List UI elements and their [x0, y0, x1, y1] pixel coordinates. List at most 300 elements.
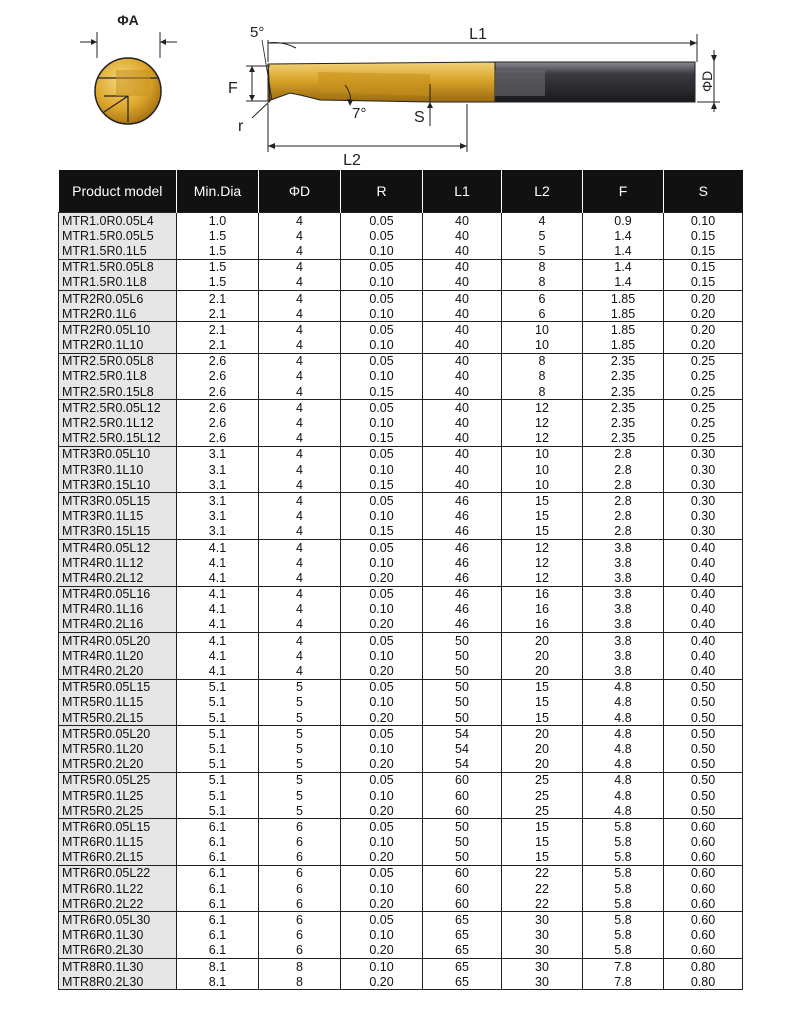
- cell-min-dia: 5.1: [177, 741, 259, 756]
- cell-r: 0.10: [341, 881, 423, 896]
- cell-s: 0.25: [664, 400, 743, 416]
- cell-min-dia: 6.1: [177, 835, 259, 850]
- cell-l2: 25: [502, 803, 583, 819]
- cell-phi-d: 6: [259, 881, 341, 896]
- cell-product-model: MTR8R0.1L30: [59, 959, 177, 975]
- cell-l1: 54: [423, 726, 502, 742]
- cell-product-model: MTR5R0.1L25: [59, 788, 177, 803]
- cell-f: 4.8: [583, 741, 664, 756]
- cell-phi-d: 4: [259, 338, 341, 354]
- table-row: [59, 835, 743, 850]
- cell-product-model: MTR4R0.1L12: [59, 555, 177, 570]
- cell-f: 0.9: [583, 213, 664, 229]
- table-row: [59, 757, 743, 773]
- side-view: [228, 24, 720, 169]
- cell-product-model: MTR4R0.05L12: [59, 539, 177, 555]
- table-row: [59, 353, 743, 369]
- cell-phi-d: 4: [259, 400, 341, 416]
- cell-phi-d: 6: [259, 896, 341, 912]
- cell-phi-d: 5: [259, 772, 341, 788]
- cell-min-dia: 2.6: [177, 400, 259, 416]
- cell-phi-d: 4: [259, 446, 341, 462]
- cell-l1: 46: [423, 617, 502, 633]
- cell-phi-d: 5: [259, 803, 341, 819]
- cell-r: 0.20: [341, 757, 423, 773]
- header-s: S: [664, 170, 743, 213]
- cell-min-dia: 1.5: [177, 228, 259, 243]
- table-row: [59, 259, 743, 275]
- cell-product-model: MTR2.5R0.1L8: [59, 369, 177, 384]
- cell-r: 0.05: [341, 322, 423, 338]
- cell-s: 0.60: [664, 943, 743, 959]
- cell-min-dia: 5.1: [177, 726, 259, 742]
- cell-l1: 65: [423, 974, 502, 990]
- cell-r: 0.05: [341, 290, 423, 306]
- cell-min-dia: 1.0: [177, 213, 259, 229]
- cell-s: 0.20: [664, 306, 743, 322]
- cell-r: 0.20: [341, 710, 423, 726]
- cell-f: 2.35: [583, 431, 664, 447]
- cell-r: 0.05: [341, 259, 423, 275]
- cell-f: 1.4: [583, 228, 664, 243]
- cell-phi-d: 4: [259, 228, 341, 243]
- cell-product-model: MTR5R0.2L20: [59, 757, 177, 773]
- cell-s: 0.50: [664, 726, 743, 742]
- cell-l2: 30: [502, 943, 583, 959]
- cell-product-model: MTR3R0.05L10: [59, 446, 177, 462]
- cell-l2: 15: [502, 819, 583, 835]
- cell-r: 0.10: [341, 275, 423, 291]
- cell-l1: 65: [423, 943, 502, 959]
- cell-min-dia: 6.1: [177, 928, 259, 943]
- cell-r: 0.05: [341, 493, 423, 509]
- table-row: [59, 788, 743, 803]
- cell-l1: 40: [423, 384, 502, 400]
- cell-min-dia: 4.1: [177, 663, 259, 679]
- cell-phi-d: 6: [259, 943, 341, 959]
- cell-phi-d: 4: [259, 462, 341, 477]
- cell-l2: 10: [502, 322, 583, 338]
- cell-l2: 12: [502, 415, 583, 430]
- cell-product-model: MTR4R0.2L20: [59, 663, 177, 679]
- cell-product-model: MTR4R0.1L20: [59, 648, 177, 663]
- cell-product-model: MTR6R0.2L30: [59, 943, 177, 959]
- cell-min-dia: 4.1: [177, 617, 259, 633]
- cell-l1: 50: [423, 633, 502, 649]
- table-row: [59, 570, 743, 586]
- cell-phi-d: 6: [259, 850, 341, 866]
- header-product-model: Product model: [59, 170, 177, 213]
- cell-s: 0.60: [664, 865, 743, 881]
- cell-phi-d: 4: [259, 648, 341, 663]
- cell-l2: 8: [502, 353, 583, 369]
- end-view: [80, 12, 177, 124]
- cell-l1: 60: [423, 803, 502, 819]
- cell-r: 0.10: [341, 462, 423, 477]
- cell-s: 0.50: [664, 788, 743, 803]
- cell-phi-d: 4: [259, 524, 341, 540]
- cell-product-model: MTR2.5R0.05L12: [59, 400, 177, 416]
- cell-min-dia: 4.1: [177, 602, 259, 617]
- cell-s: 0.15: [664, 259, 743, 275]
- cell-l2: 15: [502, 710, 583, 726]
- cell-r: 0.10: [341, 338, 423, 354]
- cell-s: 0.40: [664, 570, 743, 586]
- cell-f: 2.35: [583, 415, 664, 430]
- cell-l2: 12: [502, 570, 583, 586]
- cell-r: 0.05: [341, 586, 423, 602]
- cell-f: 3.8: [583, 648, 664, 663]
- cell-product-model: MTR5R0.1L20: [59, 741, 177, 756]
- cell-s: 0.30: [664, 493, 743, 509]
- cell-r: 0.10: [341, 602, 423, 617]
- cell-f: 7.8: [583, 959, 664, 975]
- cell-min-dia: 6.1: [177, 819, 259, 835]
- l2-label: L2: [343, 152, 361, 169]
- cell-f: 1.85: [583, 338, 664, 354]
- table-row: [59, 850, 743, 866]
- cell-product-model: MTR6R0.05L22: [59, 865, 177, 881]
- cell-min-dia: 5.1: [177, 788, 259, 803]
- cell-min-dia: 6.1: [177, 943, 259, 959]
- cell-product-model: MTR4R0.1L16: [59, 602, 177, 617]
- cell-f: 4.8: [583, 757, 664, 773]
- cell-l2: 6: [502, 306, 583, 322]
- cell-min-dia: 2.6: [177, 369, 259, 384]
- cell-min-dia: 3.1: [177, 509, 259, 524]
- cell-l2: 16: [502, 617, 583, 633]
- cell-product-model: MTR5R0.2L15: [59, 710, 177, 726]
- cell-r: 0.10: [341, 741, 423, 756]
- cell-phi-d: 4: [259, 555, 341, 570]
- cell-l1: 54: [423, 741, 502, 756]
- cell-f: 4.8: [583, 695, 664, 710]
- cell-min-dia: 3.1: [177, 493, 259, 509]
- table-row: [59, 415, 743, 430]
- table-row: [59, 710, 743, 726]
- cell-f: 4.8: [583, 788, 664, 803]
- cell-min-dia: 2.6: [177, 415, 259, 430]
- cell-s: 0.40: [664, 555, 743, 570]
- cell-product-model: MTR1.5R0.05L5: [59, 228, 177, 243]
- cell-r: 0.15: [341, 477, 423, 493]
- cell-f: 4.8: [583, 803, 664, 819]
- cell-phi-d: 4: [259, 493, 341, 509]
- l1-label: L1: [469, 26, 487, 43]
- cell-s: 0.20: [664, 338, 743, 354]
- cell-product-model: MTR3R0.15L10: [59, 477, 177, 493]
- cell-phi-d: 4: [259, 275, 341, 291]
- cell-f: 3.8: [583, 602, 664, 617]
- cell-l2: 30: [502, 974, 583, 990]
- cell-r: 0.20: [341, 943, 423, 959]
- cell-phi-d: 4: [259, 477, 341, 493]
- cell-s: 0.50: [664, 803, 743, 819]
- cell-product-model: MTR6R0.05L15: [59, 819, 177, 835]
- cell-l1: 60: [423, 772, 502, 788]
- cell-min-dia: 5.1: [177, 695, 259, 710]
- cell-l1: 50: [423, 648, 502, 663]
- cell-r: 0.05: [341, 228, 423, 243]
- cell-l2: 8: [502, 384, 583, 400]
- cell-r: 0.10: [341, 648, 423, 663]
- cell-s: 0.50: [664, 679, 743, 695]
- cell-l2: 30: [502, 928, 583, 943]
- cell-product-model: MTR5R0.1L15: [59, 695, 177, 710]
- cell-r: 0.20: [341, 850, 423, 866]
- cell-product-model: MTR2R0.1L6: [59, 306, 177, 322]
- angle-5-label: 5°: [250, 24, 265, 41]
- cell-s: 0.20: [664, 322, 743, 338]
- cell-f: 4.8: [583, 679, 664, 695]
- cell-l1: 50: [423, 819, 502, 835]
- cell-l2: 20: [502, 757, 583, 773]
- cell-f: 1.4: [583, 259, 664, 275]
- cell-l1: 40: [423, 306, 502, 322]
- cell-min-dia: 8.1: [177, 959, 259, 975]
- cell-r: 0.05: [341, 865, 423, 881]
- cell-l2: 12: [502, 539, 583, 555]
- cell-product-model: MTR3R0.1L10: [59, 462, 177, 477]
- table-row: [59, 602, 743, 617]
- cell-product-model: MTR6R0.05L30: [59, 912, 177, 928]
- cell-product-model: MTR4R0.2L16: [59, 617, 177, 633]
- cell-l1: 46: [423, 539, 502, 555]
- cell-min-dia: 2.1: [177, 322, 259, 338]
- cell-l2: 8: [502, 369, 583, 384]
- cell-l1: 46: [423, 524, 502, 540]
- cell-f: 3.8: [583, 570, 664, 586]
- cell-min-dia: 3.1: [177, 477, 259, 493]
- cell-phi-d: 4: [259, 290, 341, 306]
- table-row: [59, 213, 743, 229]
- cell-phi-d: 8: [259, 974, 341, 990]
- spec-table: [58, 170, 743, 990]
- cell-s: 0.40: [664, 663, 743, 679]
- table-row: [59, 555, 743, 570]
- cell-r: 0.15: [341, 384, 423, 400]
- cell-s: 0.50: [664, 710, 743, 726]
- cell-min-dia: 2.6: [177, 353, 259, 369]
- cell-phi-d: 4: [259, 539, 341, 555]
- cell-r: 0.05: [341, 539, 423, 555]
- cell-min-dia: 3.1: [177, 446, 259, 462]
- cell-product-model: MTR6R0.1L15: [59, 835, 177, 850]
- cell-min-dia: 4.1: [177, 555, 259, 570]
- cell-product-model: MTR6R0.2L15: [59, 850, 177, 866]
- cell-min-dia: 4.1: [177, 586, 259, 602]
- cell-l2: 10: [502, 446, 583, 462]
- cell-l1: 46: [423, 586, 502, 602]
- cell-l2: 12: [502, 431, 583, 447]
- cell-l1: 40: [423, 462, 502, 477]
- cell-f: 2.35: [583, 384, 664, 400]
- cell-phi-d: 4: [259, 213, 341, 229]
- cell-r: 0.10: [341, 788, 423, 803]
- cell-phi-d: 4: [259, 259, 341, 275]
- cell-f: 2.35: [583, 369, 664, 384]
- table-row: [59, 446, 743, 462]
- cell-s: 0.40: [664, 633, 743, 649]
- cell-r: 0.05: [341, 446, 423, 462]
- cell-l1: 40: [423, 243, 502, 259]
- cell-l1: 40: [423, 338, 502, 354]
- cell-l2: 12: [502, 555, 583, 570]
- cell-min-dia: 6.1: [177, 850, 259, 866]
- cell-l2: 15: [502, 850, 583, 866]
- cell-s: 0.40: [664, 539, 743, 555]
- cell-l2: 10: [502, 462, 583, 477]
- cell-l1: 46: [423, 493, 502, 509]
- cell-l2: 20: [502, 633, 583, 649]
- cell-product-model: MTR6R0.2L22: [59, 896, 177, 912]
- cell-phi-d: 4: [259, 602, 341, 617]
- table-row: [59, 617, 743, 633]
- cell-l1: 50: [423, 850, 502, 866]
- cell-r: 0.10: [341, 555, 423, 570]
- cell-product-model: MTR3R0.05L15: [59, 493, 177, 509]
- cell-min-dia: 1.5: [177, 275, 259, 291]
- cell-phi-d: 4: [259, 415, 341, 430]
- cell-l2: 16: [502, 602, 583, 617]
- cell-s: 0.25: [664, 369, 743, 384]
- cell-r: 0.05: [341, 819, 423, 835]
- cell-phi-d: 4: [259, 431, 341, 447]
- header-r: R: [341, 170, 423, 213]
- cell-r: 0.05: [341, 353, 423, 369]
- cell-l2: 30: [502, 912, 583, 928]
- cell-l1: 65: [423, 928, 502, 943]
- cell-min-dia: 8.1: [177, 974, 259, 990]
- cell-phi-d: 4: [259, 353, 341, 369]
- cell-f: 2.35: [583, 353, 664, 369]
- cell-l1: 46: [423, 509, 502, 524]
- cell-l2: 22: [502, 881, 583, 896]
- cell-s: 0.10: [664, 213, 743, 229]
- cell-s: 0.80: [664, 959, 743, 975]
- cell-phi-d: 4: [259, 384, 341, 400]
- cell-product-model: MTR3R0.15L15: [59, 524, 177, 540]
- cell-l2: 25: [502, 788, 583, 803]
- r-label: r: [238, 118, 244, 135]
- cell-l1: 65: [423, 912, 502, 928]
- cell-l2: 12: [502, 400, 583, 416]
- cell-product-model: MTR2R0.05L6: [59, 290, 177, 306]
- table-row: [59, 928, 743, 943]
- cell-product-model: MTR2R0.1L10: [59, 338, 177, 354]
- cell-f: 1.85: [583, 290, 664, 306]
- cell-min-dia: 1.5: [177, 259, 259, 275]
- table-row: [59, 819, 743, 835]
- cell-r: 0.10: [341, 369, 423, 384]
- cell-min-dia: 4.1: [177, 570, 259, 586]
- cell-product-model: MTR2.5R0.05L8: [59, 353, 177, 369]
- table-row: [59, 679, 743, 695]
- cell-phi-d: 4: [259, 369, 341, 384]
- cell-l2: 22: [502, 896, 583, 912]
- cell-s: 0.40: [664, 617, 743, 633]
- cell-l1: 50: [423, 679, 502, 695]
- cell-l1: 60: [423, 788, 502, 803]
- cell-product-model: MTR1.5R0.1L5: [59, 243, 177, 259]
- cell-f: 2.8: [583, 524, 664, 540]
- table-row: [59, 290, 743, 306]
- cell-s: 0.50: [664, 741, 743, 756]
- cell-l1: 60: [423, 881, 502, 896]
- cell-min-dia: 5.1: [177, 710, 259, 726]
- table-header-row: [59, 170, 743, 213]
- s-label: S: [414, 109, 425, 126]
- header-f: F: [583, 170, 664, 213]
- cell-l2: 15: [502, 493, 583, 509]
- table-row: [59, 369, 743, 384]
- cell-l1: 40: [423, 353, 502, 369]
- cell-f: 5.8: [583, 865, 664, 881]
- cell-min-dia: 6.1: [177, 881, 259, 896]
- cell-f: 2.8: [583, 462, 664, 477]
- cell-r: 0.10: [341, 243, 423, 259]
- cell-min-dia: 4.1: [177, 633, 259, 649]
- cell-product-model: MTR5R0.05L20: [59, 726, 177, 742]
- cell-r: 0.20: [341, 896, 423, 912]
- cell-product-model: MTR4R0.2L12: [59, 570, 177, 586]
- cell-l1: 60: [423, 865, 502, 881]
- cell-l1: 40: [423, 400, 502, 416]
- cell-f: 5.8: [583, 881, 664, 896]
- cell-l1: 46: [423, 570, 502, 586]
- cell-f: 5.8: [583, 819, 664, 835]
- cell-l2: 25: [502, 772, 583, 788]
- cell-min-dia: 3.1: [177, 524, 259, 540]
- cell-product-model: MTR4R0.05L20: [59, 633, 177, 649]
- cell-r: 0.10: [341, 695, 423, 710]
- cell-f: 4.8: [583, 710, 664, 726]
- table-row: [59, 865, 743, 881]
- cell-l2: 10: [502, 477, 583, 493]
- cell-s: 0.60: [664, 819, 743, 835]
- cell-s: 0.60: [664, 881, 743, 896]
- cell-s: 0.60: [664, 896, 743, 912]
- table-row: [59, 695, 743, 710]
- cell-r: 0.05: [341, 772, 423, 788]
- cell-f: 5.8: [583, 850, 664, 866]
- cell-r: 0.05: [341, 633, 423, 649]
- table-row: [59, 881, 743, 896]
- table-row: [59, 586, 743, 602]
- cell-min-dia: 6.1: [177, 865, 259, 881]
- cell-l1: 40: [423, 259, 502, 275]
- table-row: [59, 648, 743, 663]
- cell-f: 2.8: [583, 477, 664, 493]
- cell-min-dia: 5.1: [177, 772, 259, 788]
- cell-l1: 40: [423, 322, 502, 338]
- cell-f: 3.8: [583, 663, 664, 679]
- header-min-dia: Min.Dia: [177, 170, 259, 213]
- cell-product-model: MTR2.5R0.15L12: [59, 431, 177, 447]
- cell-s: 0.25: [664, 384, 743, 400]
- cell-l2: 30: [502, 959, 583, 975]
- cell-min-dia: 5.1: [177, 803, 259, 819]
- cell-s: 0.30: [664, 446, 743, 462]
- table-row: [59, 477, 743, 493]
- cell-phi-d: 6: [259, 865, 341, 881]
- cell-phi-d: 5: [259, 695, 341, 710]
- table-row: [59, 431, 743, 447]
- cell-s: 0.25: [664, 415, 743, 430]
- cell-f: 5.8: [583, 896, 664, 912]
- cell-r: 0.20: [341, 570, 423, 586]
- cell-r: 0.10: [341, 415, 423, 430]
